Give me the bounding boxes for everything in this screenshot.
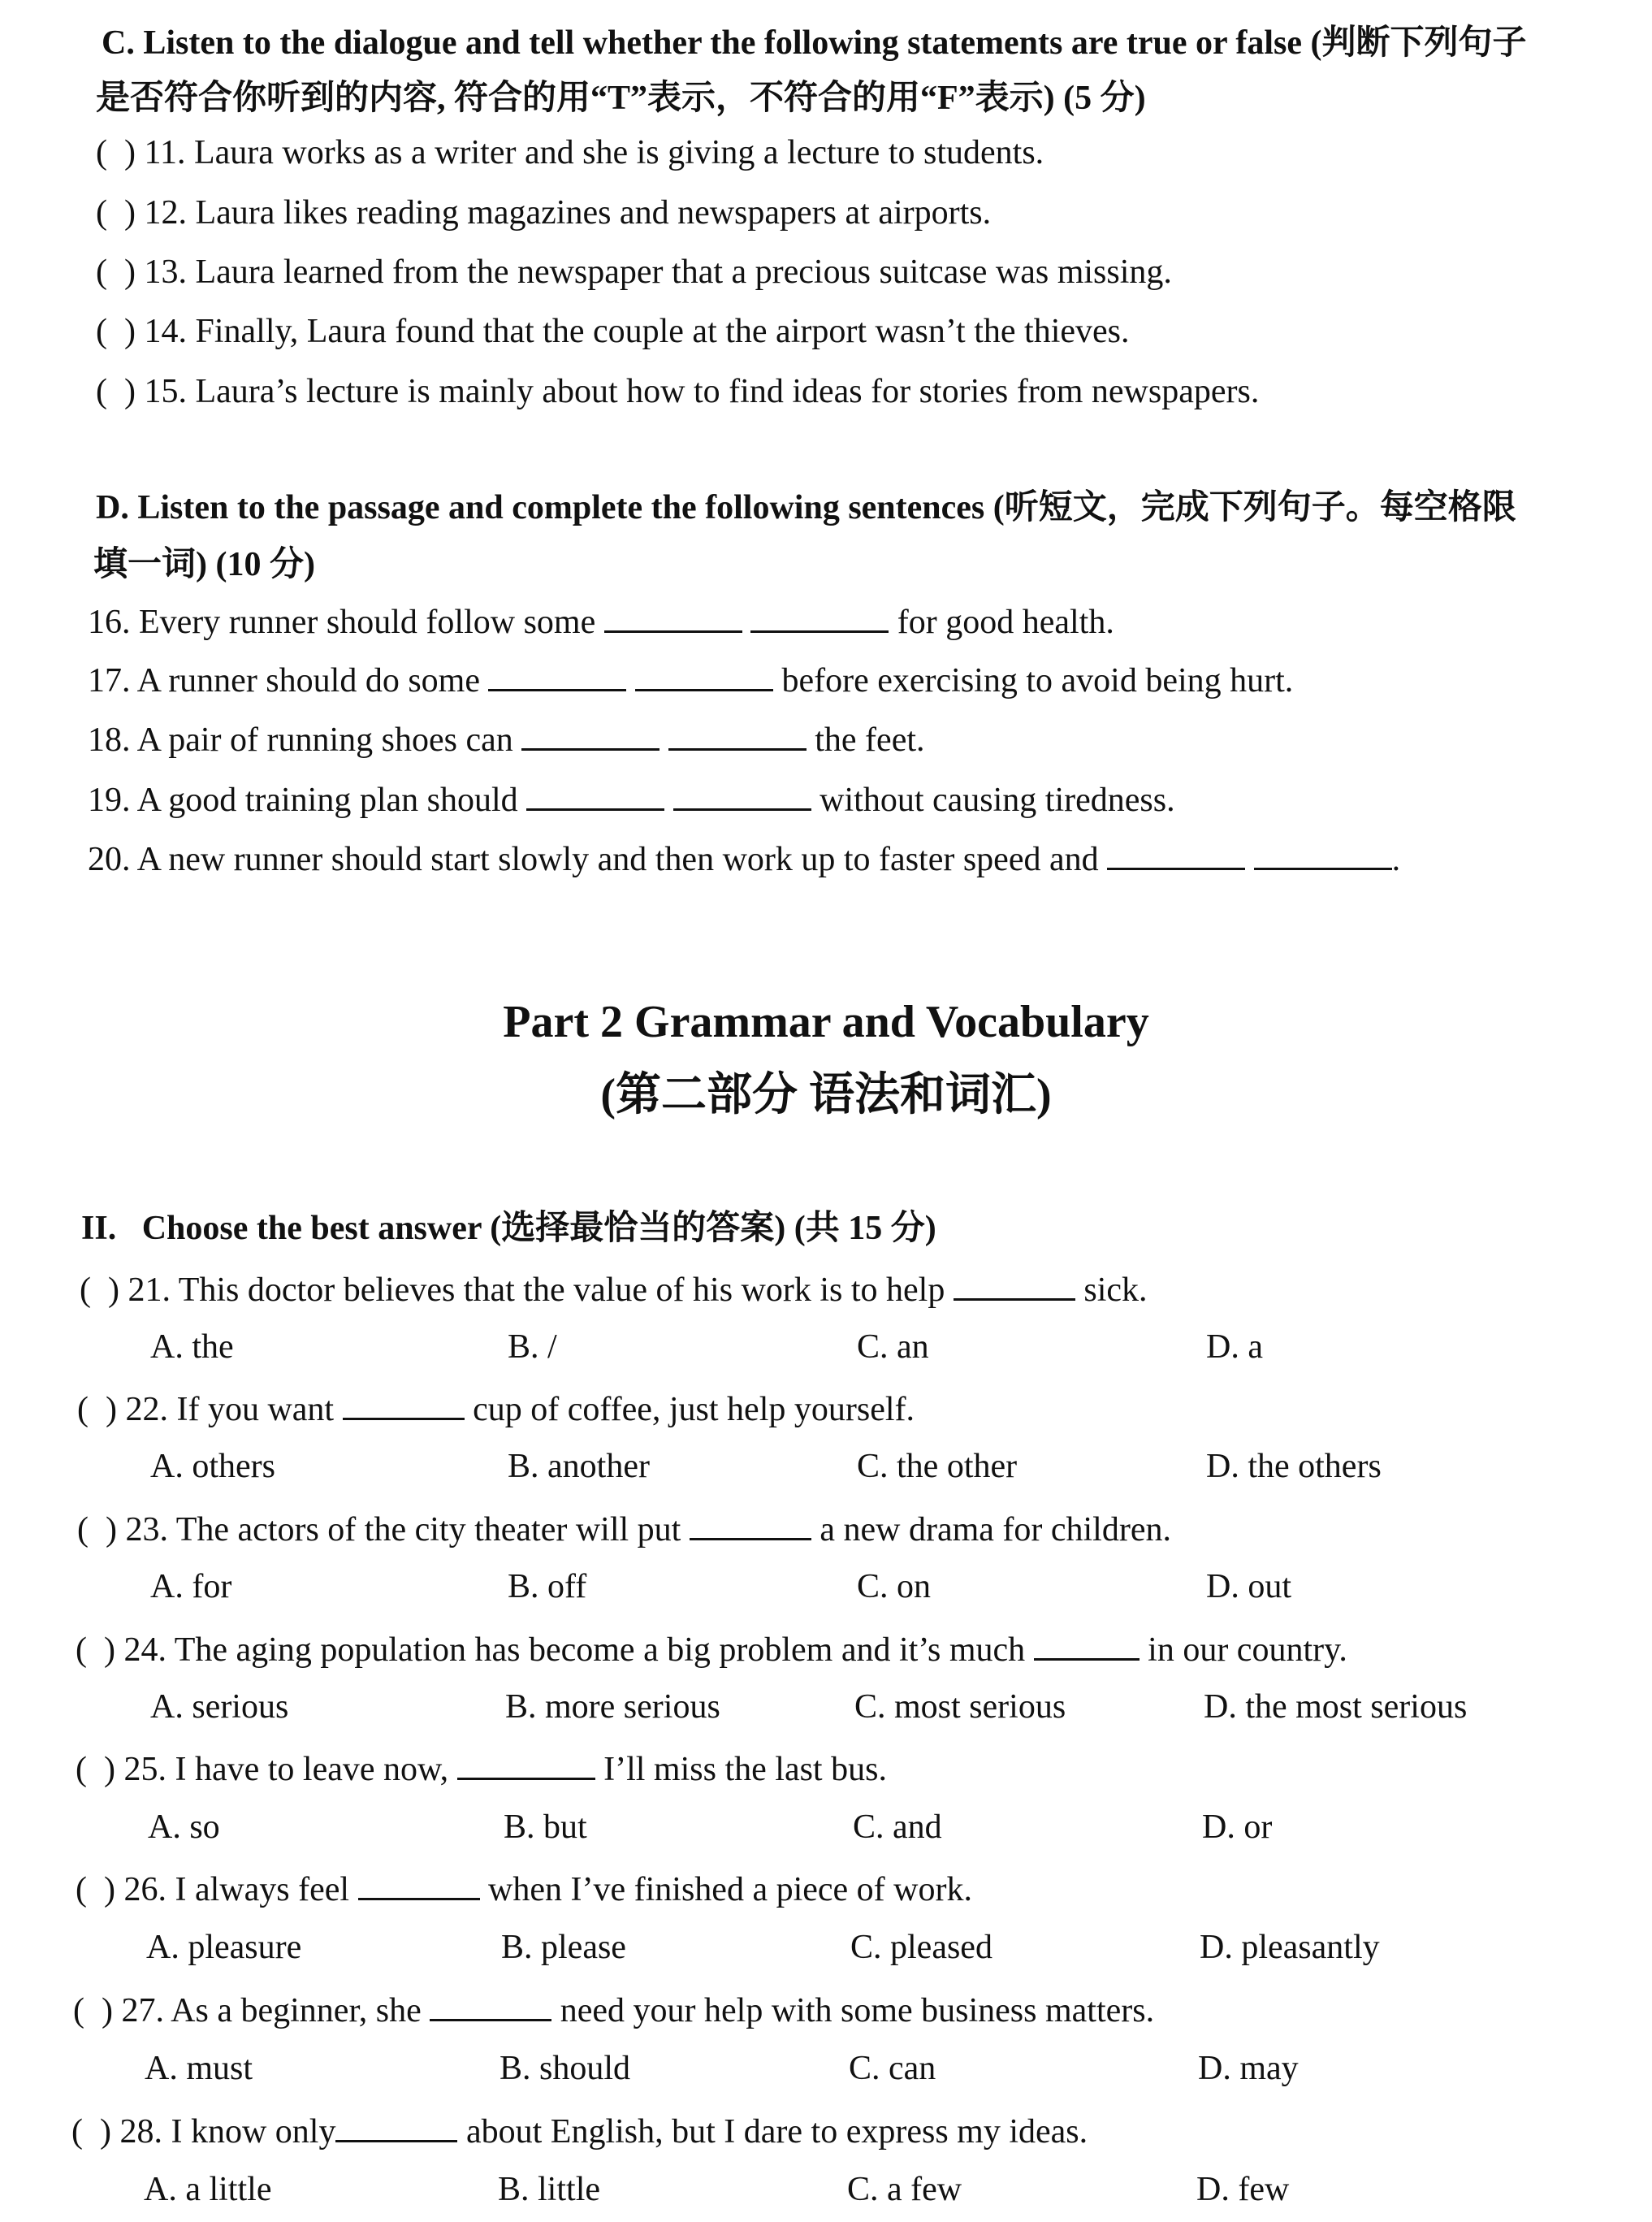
fill-item-18: 18. A pair of running shoes can the feet.	[88, 717, 925, 760]
section-c-heading-line2: 是否符合你听到的内容, 符合的用“T”表示，不符合的用“F”表示) (5 分)	[96, 80, 1146, 117]
answer-blank	[358, 1867, 480, 1900]
option-d[interactable]: D. out	[1206, 1568, 1291, 1605]
option-a[interactable]: A. must	[145, 2050, 253, 2087]
answer-paren-open[interactable]: (	[96, 253, 107, 291]
answer-blank	[335, 2109, 457, 2142]
option-a[interactable]: A. the	[150, 1328, 234, 1366]
mc-question-26: ( ) 26. I always feel when I’ve finished a piece of work.	[76, 1867, 972, 1910]
answer-blank[interactable]	[750, 600, 889, 633]
option-c[interactable]: C. the other	[857, 1448, 1018, 1485]
section-ii-heading: II. Choose the best answer (选择最恰当的答案) (共 15 分)	[81, 1210, 936, 1247]
answer-paren-open[interactable]: (	[73, 1991, 84, 2029]
option-b[interactable]: B. but	[504, 1808, 587, 1846]
answer-paren-open[interactable]: (	[80, 1271, 91, 1309]
section-d-heading-line2: 填一词) (10 分)	[93, 546, 315, 583]
option-d[interactable]: D. few	[1196, 2171, 1290, 2208]
answer-paren-open[interactable]: (	[96, 194, 107, 232]
tf-item-11: ( ) 11. Laura works as a writer and she is giving a lecture to students.	[96, 134, 1044, 171]
option-c[interactable]: C. most serious	[854, 1688, 1066, 1726]
mc-question-22: ( ) 22. If you want cup of coffee, just help yourself.	[77, 1387, 915, 1430]
answer-blank[interactable]	[521, 717, 660, 751]
answer-blank[interactable]	[488, 658, 626, 691]
option-b[interactable]: B. should	[499, 2050, 631, 2087]
answer-blank[interactable]	[1254, 837, 1392, 870]
fill-item-20: 20. A new runner should start slowly and then work up to faster speed and .	[88, 837, 1400, 880]
option-a[interactable]: A. a little	[144, 2171, 272, 2208]
tf-item-15: ( ) 15. Laura’s lecture is mainly about how to find ideas for stories from newspapers.	[96, 373, 1260, 410]
answer-paren-open[interactable]: (	[96, 134, 107, 171]
answer-paren-open[interactable]: (	[71, 2112, 83, 2151]
option-d[interactable]: D. or	[1202, 1808, 1273, 1846]
answer-blank[interactable]	[635, 658, 773, 691]
option-d[interactable]: D. pleasantly	[1200, 1929, 1380, 1966]
option-c[interactable]: C. can	[849, 2050, 936, 2087]
option-a[interactable]: A. for	[150, 1568, 232, 1605]
answer-blank[interactable]	[668, 717, 807, 751]
option-d[interactable]: D. a	[1206, 1328, 1263, 1366]
option-b[interactable]: B. more serious	[505, 1688, 720, 1726]
option-c[interactable]: C. and	[853, 1808, 942, 1846]
mc-question-27: ( ) 27. As a beginner, she need your help with some business matters.	[73, 1988, 1154, 2031]
part2-subtitle: (第二部分 语法和词汇)	[600, 1070, 1052, 1120]
fill-item-16: 16. Every runner should follow some for good health.	[88, 600, 1114, 643]
mc-question-21: ( ) 21. This doctor believes that the value of his work is to help sick.	[80, 1267, 1148, 1310]
option-b[interactable]: B. little	[498, 2171, 600, 2208]
mc-question-24: ( ) 24. The aging population has become a big problem and it’s much in our country.	[76, 1627, 1347, 1670]
option-b[interactable]: B. please	[501, 1929, 626, 1966]
answer-blank	[430, 1988, 551, 2021]
answer-paren-open[interactable]: (	[96, 373, 107, 410]
section-d-heading-line1: D. Listen to the passage and complete the following sentences (听短文，完成下列句子。每空格限	[96, 489, 1516, 526]
mc-question-25: ( ) 25. I have to leave now, I’ll miss the last bus.	[76, 1747, 887, 1790]
option-b[interactable]: B. off	[508, 1568, 587, 1605]
answer-blank	[690, 1507, 811, 1540]
answer-paren-open[interactable]: (	[77, 1510, 89, 1548]
option-c[interactable]: C. pleased	[850, 1929, 992, 1966]
answer-blank[interactable]	[526, 777, 664, 811]
mc-question-28: ( ) 28. I know only about English, but I dare to express my ideas.	[71, 2109, 1088, 2152]
tf-item-12: ( ) 12. Laura likes reading magazines and newspapers at airports.	[96, 194, 992, 232]
option-c[interactable]: C. an	[857, 1328, 929, 1366]
option-d[interactable]: D. may	[1198, 2050, 1299, 2087]
answer-paren-open[interactable]: (	[96, 313, 107, 350]
option-b[interactable]: B. another	[508, 1448, 650, 1485]
answer-blank[interactable]	[673, 777, 811, 811]
mc-question-23: ( ) 23. The actors of the city theater will put a new drama for children.	[77, 1507, 1171, 1550]
option-c[interactable]: C. on	[857, 1568, 932, 1605]
answer-blank	[1034, 1627, 1140, 1661]
answer-blank[interactable]	[604, 600, 742, 633]
answer-paren-open[interactable]: (	[76, 1750, 87, 1788]
option-d[interactable]: D. the others	[1206, 1448, 1382, 1485]
option-c[interactable]: C. a few	[847, 2171, 962, 2208]
answer-paren-open[interactable]: (	[76, 1631, 87, 1669]
option-b[interactable]: B. /	[508, 1328, 557, 1366]
answer-paren-open[interactable]: (	[77, 1390, 89, 1428]
section-c-heading-line1: C. Listen to the dialogue and tell whether the following statements are true or false (判断下列句子	[102, 24, 1527, 62]
option-a[interactable]: A. pleasure	[146, 1929, 302, 1966]
option-a[interactable]: A. others	[150, 1448, 275, 1485]
answer-blank[interactable]	[1107, 837, 1245, 870]
tf-item-13: ( ) 13. Laura learned from the newspaper that a precious suitcase was missing.	[96, 253, 1172, 291]
answer-blank	[954, 1267, 1075, 1301]
option-a[interactable]: A. so	[148, 1808, 220, 1846]
tf-item-14: ( ) 14. Finally, Laura found that the couple at the airport wasn’t the thieves.	[96, 313, 1130, 350]
fill-item-19: 19. A good training plan should without causing tiredness.	[88, 777, 1175, 821]
fill-item-17: 17. A runner should do some before exercising to avoid being hurt.	[88, 658, 1293, 701]
part2-title: Part 2 Grammar and Vocabulary	[503, 997, 1149, 1047]
answer-blank	[457, 1747, 595, 1780]
answer-blank	[343, 1387, 465, 1420]
option-d[interactable]: D. the most serious	[1204, 1688, 1468, 1726]
option-a[interactable]: A. serious	[150, 1688, 289, 1726]
answer-paren-open[interactable]: (	[76, 1870, 87, 1908]
